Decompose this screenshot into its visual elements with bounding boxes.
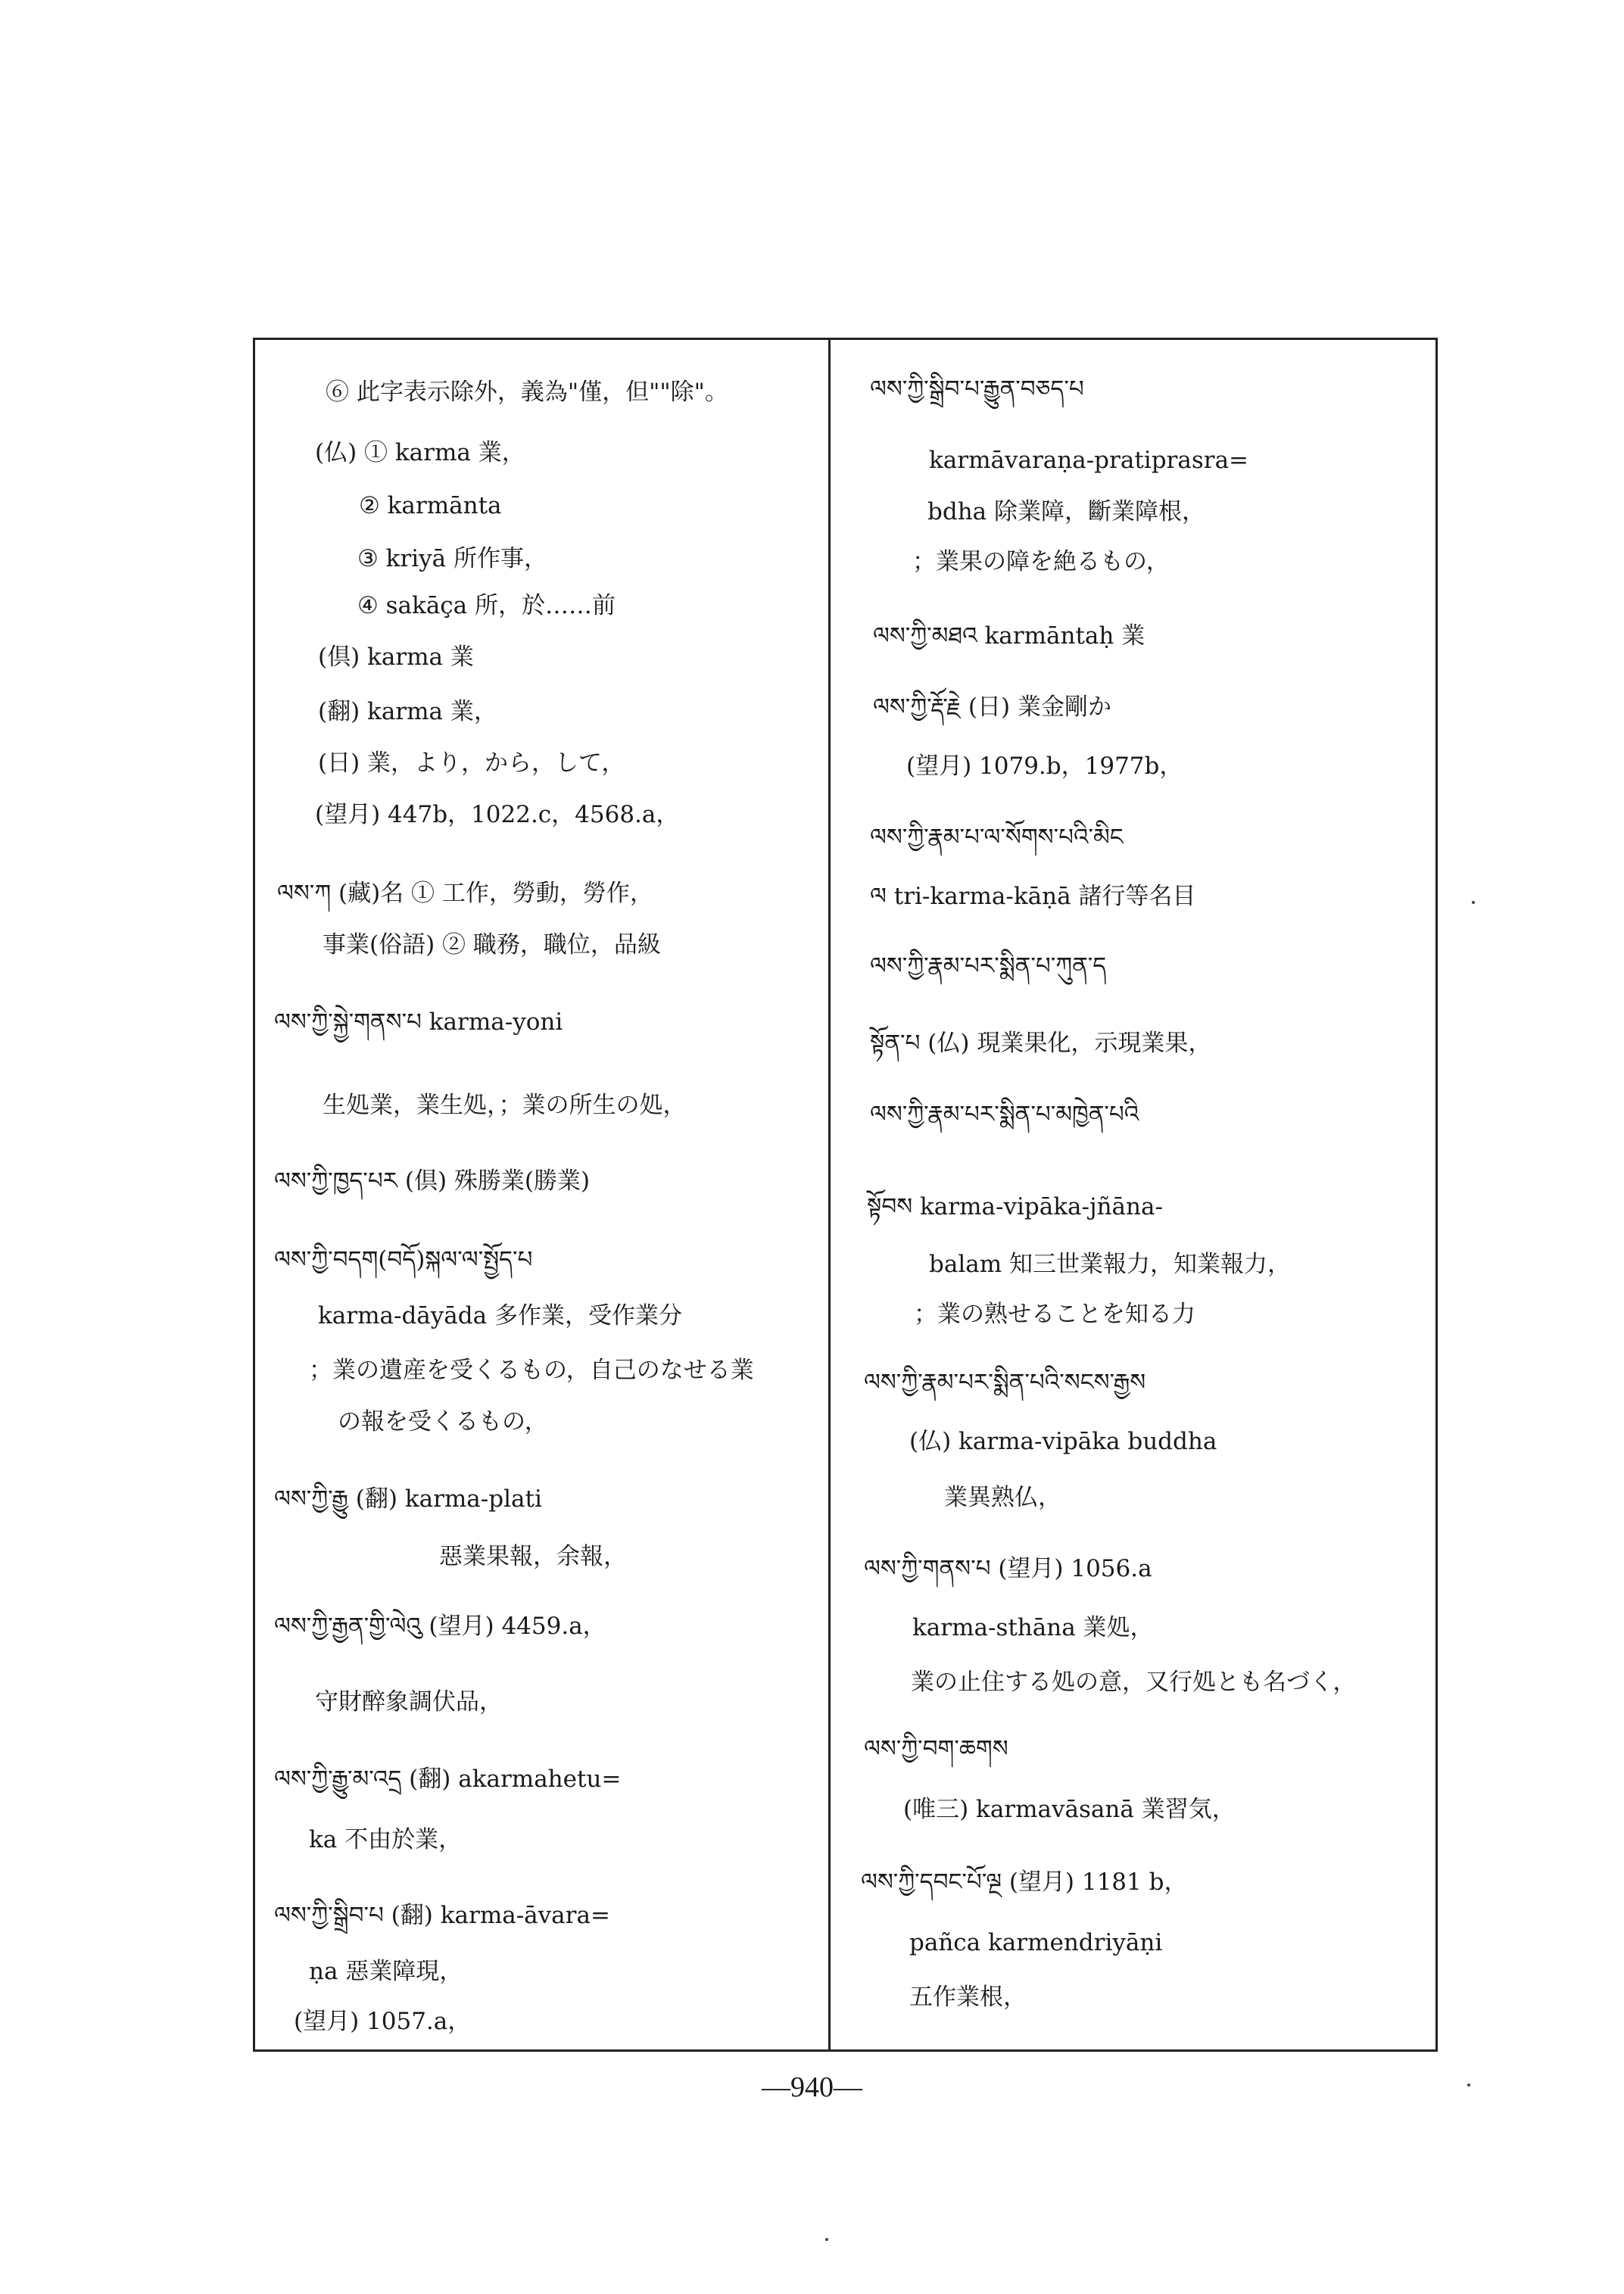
text-line: (唯三) karmavāsanā 業習気，: [903, 1796, 1236, 1823]
text-line: ；業果の障を絶るもの，: [912, 548, 1170, 575]
text-line: སྟོན་པ (仏) 現業果化，示現業果，: [870, 1030, 1212, 1057]
text-line: ka 不由於業，: [309, 1826, 463, 1853]
text-line: 業の止住する処の意，又行処とも名づく，: [911, 1669, 1357, 1696]
text-line: ④ sakāça 所，於……前: [357, 592, 616, 619]
text-line: 事業(俗語) ② 職務，職位，品級: [323, 931, 661, 958]
text-line: ལས་ཀྱི་གནས་པ (望月) 1056.a: [864, 1555, 1152, 1582]
text-line: pañca karmendriyāṇi: [909, 1929, 1163, 1956]
text-line: ལས་ཀྱི་སྒྲིབ་པ་རྒྱུན་བཅད་པ: [870, 376, 1084, 403]
text-line: の報を受くるもの，: [338, 1408, 548, 1435]
text-line: 惡業果報，余報，: [439, 1543, 627, 1570]
text-line: ལས་ཀྱི་རྒྱུ་མ་འདྲ (翻) akarmahetu=: [274, 1766, 622, 1793]
page-number: —940—: [762, 2071, 862, 2103]
text-line: ལས་ཀྱི་བག་ཆགས: [864, 1735, 1008, 1763]
text-line: (望月) 1079.b，1977b，: [906, 753, 1183, 780]
text-line: ལས་ཀྱི་རྣམ་པར་སྨིན་པ་མཁྱེན་པའི: [870, 1101, 1139, 1128]
text-line: 業異熟仏，: [944, 1484, 1061, 1511]
text-line: ；業の遺産を受くるもの，自己のなせる業: [309, 1357, 754, 1384]
column-divider: [828, 338, 831, 2052]
text-line: ལས་ཀྱི་བདག(བདོ)སྐལ་ལ་སྤྱོད་པ: [274, 1246, 533, 1273]
text-line: སྟོབས karma-vipāka-jñāna-: [867, 1193, 1163, 1220]
text-line: karmāvaraṇa-pratiprasra=: [929, 447, 1249, 474]
text-line: ལས་ཀྱི་རྒྱུ (翻) karma-plati: [274, 1485, 542, 1513]
text-line: ལས་ཀྱི་རྡོ་རྗེ (日) 業金剛か: [873, 693, 1111, 721]
text-line: ལས་ཀྱི་མཐའ karmāntaḥ 業: [873, 622, 1146, 650]
text-line: ⑥ 此字表示除外，義為"僅，但""除"。: [326, 379, 728, 406]
text-line: 生処業，業生処，；業の所生の処，: [323, 1092, 687, 1119]
text-line: karma-dāyāda 多作業，受作業分: [318, 1302, 682, 1329]
text-line: ལས་ཀྱི་རྣམ་པར་སྨིན་པའི་སངས་རྒྱས: [864, 1369, 1146, 1396]
text-line: ṇa 惡業障現，: [309, 1958, 463, 1985]
text-line: ③ kriyā 所作事，: [357, 545, 548, 572]
scan-speck: [1472, 901, 1475, 904]
text-line: (仏) karma-vipāka buddha: [909, 1428, 1217, 1455]
text-line: ；業の熟せることを知る力: [914, 1301, 1195, 1328]
scan-speck: [1467, 2084, 1470, 2087]
text-line: ལས་ཀྱི་རྒྱན་གྱི་ལེའུ (望月) 4459.a，: [274, 1613, 606, 1640]
text-line: 守財醉象調伏品，: [315, 1688, 503, 1716]
text-line: ལས་ཀྱི་ཁྱད་པར (倶) 殊勝業(勝業): [274, 1167, 591, 1195]
text-line: ལས་ཀ (藏)名 ① 工作，勞動，勞作，: [277, 880, 653, 907]
scan-speck: [825, 2238, 828, 2241]
text-line: ལས་ཀྱི་སྐྱེ་གནས་པ karma-yoni: [274, 1008, 563, 1036]
text-line: (望月) 447b，1022.c，4568.a，: [315, 801, 680, 828]
text-line: (仏) ① karma 業，: [315, 439, 525, 466]
text-line: ལས་ཀྱི་རྣམ་པ་ལ་སོགས་པའི་མིང: [870, 824, 1124, 851]
text-line: ལས་ཀྱི་རྣམ་པར་སྨིན་པ་ཀུན་ད: [870, 952, 1107, 980]
text-line: (倶) karma 業: [318, 644, 474, 671]
text-line: ལས་ཀྱི་སྒྲིབ་པ (翻) karma-āvara=: [274, 1902, 610, 1929]
text-line: balam 知三世業報力，知業報力，: [929, 1251, 1291, 1278]
text-line: ལས་ཀྱི་དབང་པོ་ལྔ (望月) 1181 b，: [861, 1869, 1188, 1896]
text-line: karma-sthāna 業処，: [912, 1614, 1154, 1641]
text-line: (翻) karma 業，: [318, 698, 497, 725]
text-line: (望月) 1057.a，: [294, 2008, 472, 2035]
text-line: 五作業根，: [909, 1984, 1027, 2011]
text-line: bdha 除業障，斷業障根，: [927, 498, 1205, 525]
text-line: (日) 業，より，から，して，: [318, 750, 625, 777]
text-line: ལ tri-karma-kāṇā 諸行等名目: [870, 883, 1196, 910]
text-line: ② karmānta: [359, 492, 502, 519]
